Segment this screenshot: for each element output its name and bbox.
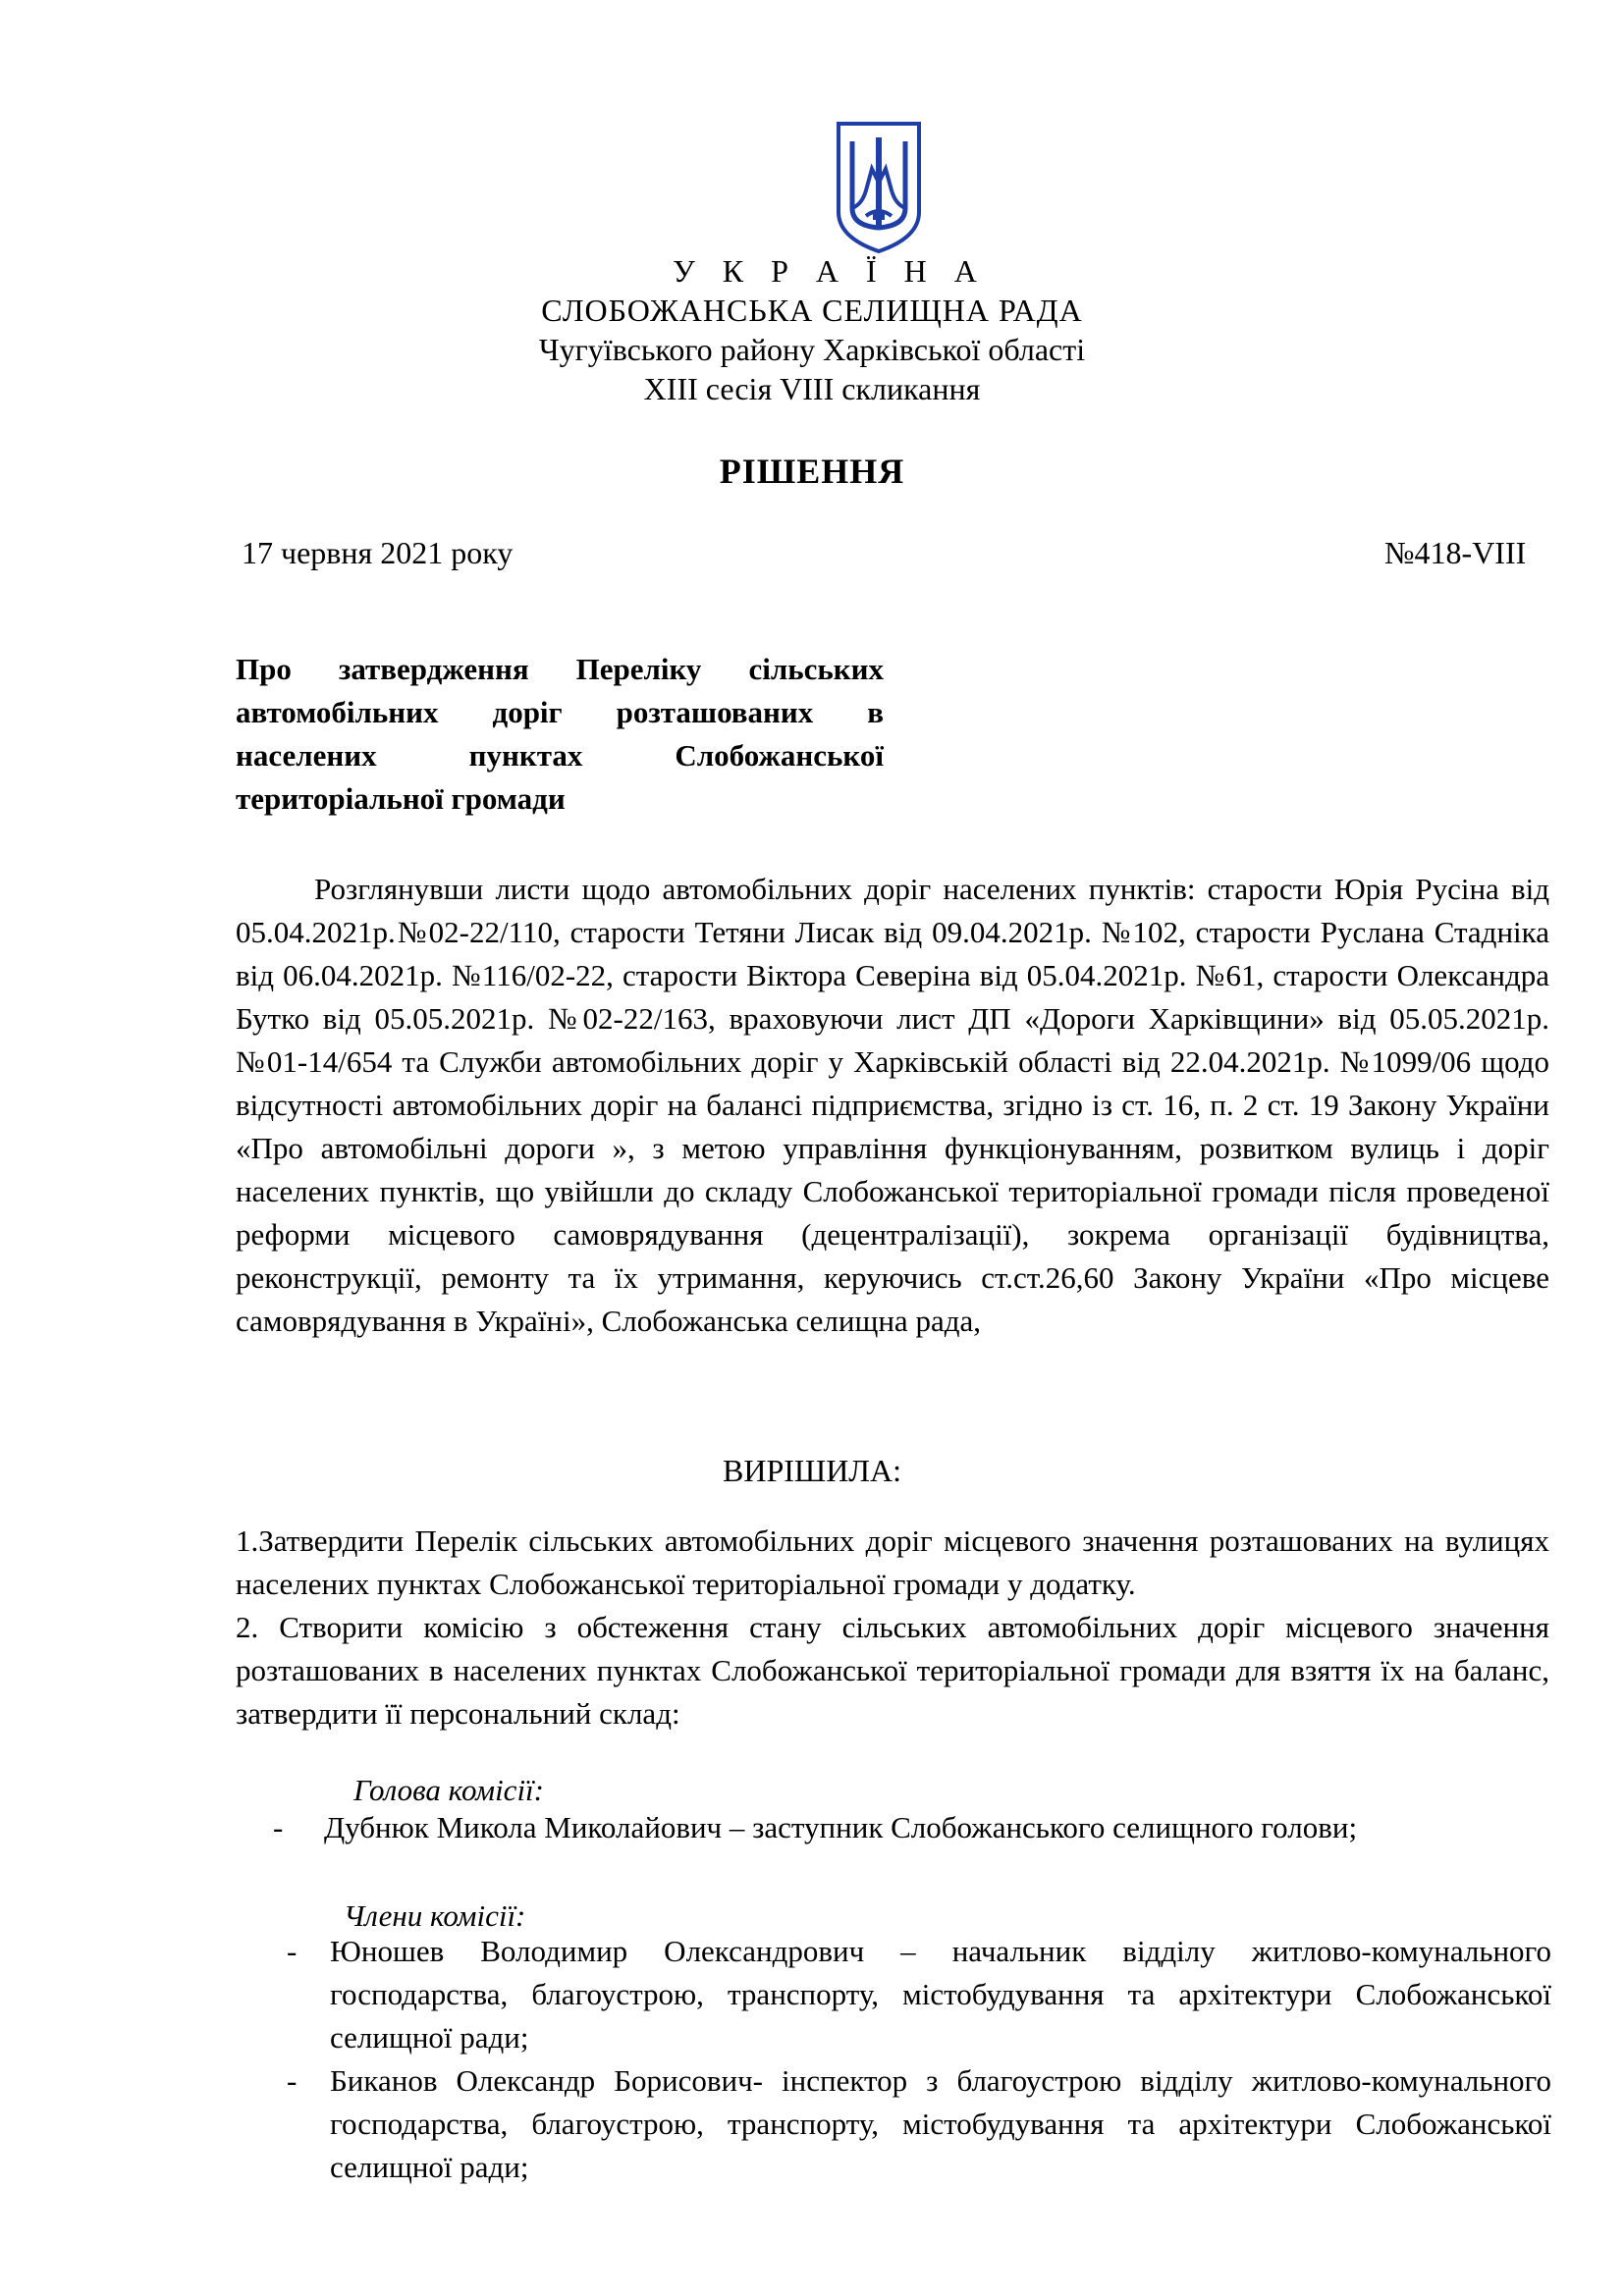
document-title: РІШЕННЯ <box>719 452 905 491</box>
list-bullet: - <box>287 1934 298 1968</box>
district-name: Чугуївського району Харківської області <box>538 332 1086 367</box>
list-bullet: - <box>273 1810 284 1844</box>
list-bullet: - <box>287 2063 298 2098</box>
ukraine-coat-of-arms-icon <box>833 118 925 255</box>
subject-line: Про затвердження Переліку сільських <box>236 652 884 686</box>
subject-line: населених пунктах Слобожанської <box>236 738 884 773</box>
country-name: У К Р А Ї Н А <box>673 253 987 289</box>
member-entry: Юношев Володимир Олександрович – начальник відділу житлово-комунального господарства, благоустрою, транспорту, містобудування та архітектури Слобожанської селищної ради; <box>330 1934 1551 2055</box>
document-date: 17 червня 2021 року <box>242 535 514 570</box>
preamble-paragraph: Розглянувши листи щодо автомобільних доріг населених пунктів: старости Юрія Русіна від 05.04.2021р.№02-22/110, старости Тетяни Лисак від 09.04.2021р. №102, старости Руслана Стадніка від 06.04.2021р. №116/02-22, старости Віктора Северіна від 05.04.2021р. №61, старости Олександра Бутко від 05.05.2021р. №02-22/163, враховуючи лист ДП «Дороги Харківщини» від 05.05.2021р. №01-14/654 та Служби автомобільних доріг у Харківській області від 22.04.2021р. №1099/06 щодо відсутності автомобільних доріг на балансі підприємства, згідно із ст. 16, п. 2 ст. 19 Закону України «Про автомобільні дороги », з метою управління функціонуванням, розвитком вулиць і доріг населених пунктів, що увійшли до складу Слобожанської територіальної громади після проведеної реформи місцевого самоврядування (децентралізації), зокрема організації будівництва, реконструкції, ремонту та їх утримання, керуючись ст.ст.26,60 Закону України «Про місцеве самоврядування в Україні», Слобожанська селищна рада, <box>236 872 1549 1338</box>
decision-item-1: 1.Затвердити Перелік сільських автомобільних доріг місцевого значення розташованих на вулицях населених пунктах Слобожанської територіальної громади у додатку. <box>236 1523 1549 1601</box>
document-number: №418-VIII <box>1384 535 1527 570</box>
subject-line: автомобільних доріг розташованих в <box>236 695 884 729</box>
decision-item-2: 2. Створити комісію з обстеження стану сільських автомобільних доріг місцевого значення розташованих в населених пунктах Слобожанської територіальної громади для взяття їх на баланс, затвердити її персональний склад: <box>236 1610 1549 1731</box>
decided-heading: ВИРІШИЛА: <box>723 1453 901 1488</box>
subject-line: територіальної громади <box>236 781 566 816</box>
member-entry: Биканов Олександр Борисович- інспектор з благоустрою відділу житлово-комунального господарства, благоустрою, транспорту, містобудування та архітектури Слобожанської селищної ради; <box>330 2063 1551 2184</box>
council-name: СЛОБОЖАНСЬКА СЕЛИЩНА РАДА <box>541 293 1083 328</box>
chair-entry: Дубнюк Микола Миколайович – заступник Слобожанського селищного голови; <box>324 1810 1358 1844</box>
emblem-svg <box>833 118 925 255</box>
chair-label: Голова комісії: <box>353 1773 544 1807</box>
document-subject <box>236 648 884 821</box>
session-info: XIII сесія VIII скликання <box>643 371 981 406</box>
members-label: Члени комісії: <box>344 1898 526 1933</box>
